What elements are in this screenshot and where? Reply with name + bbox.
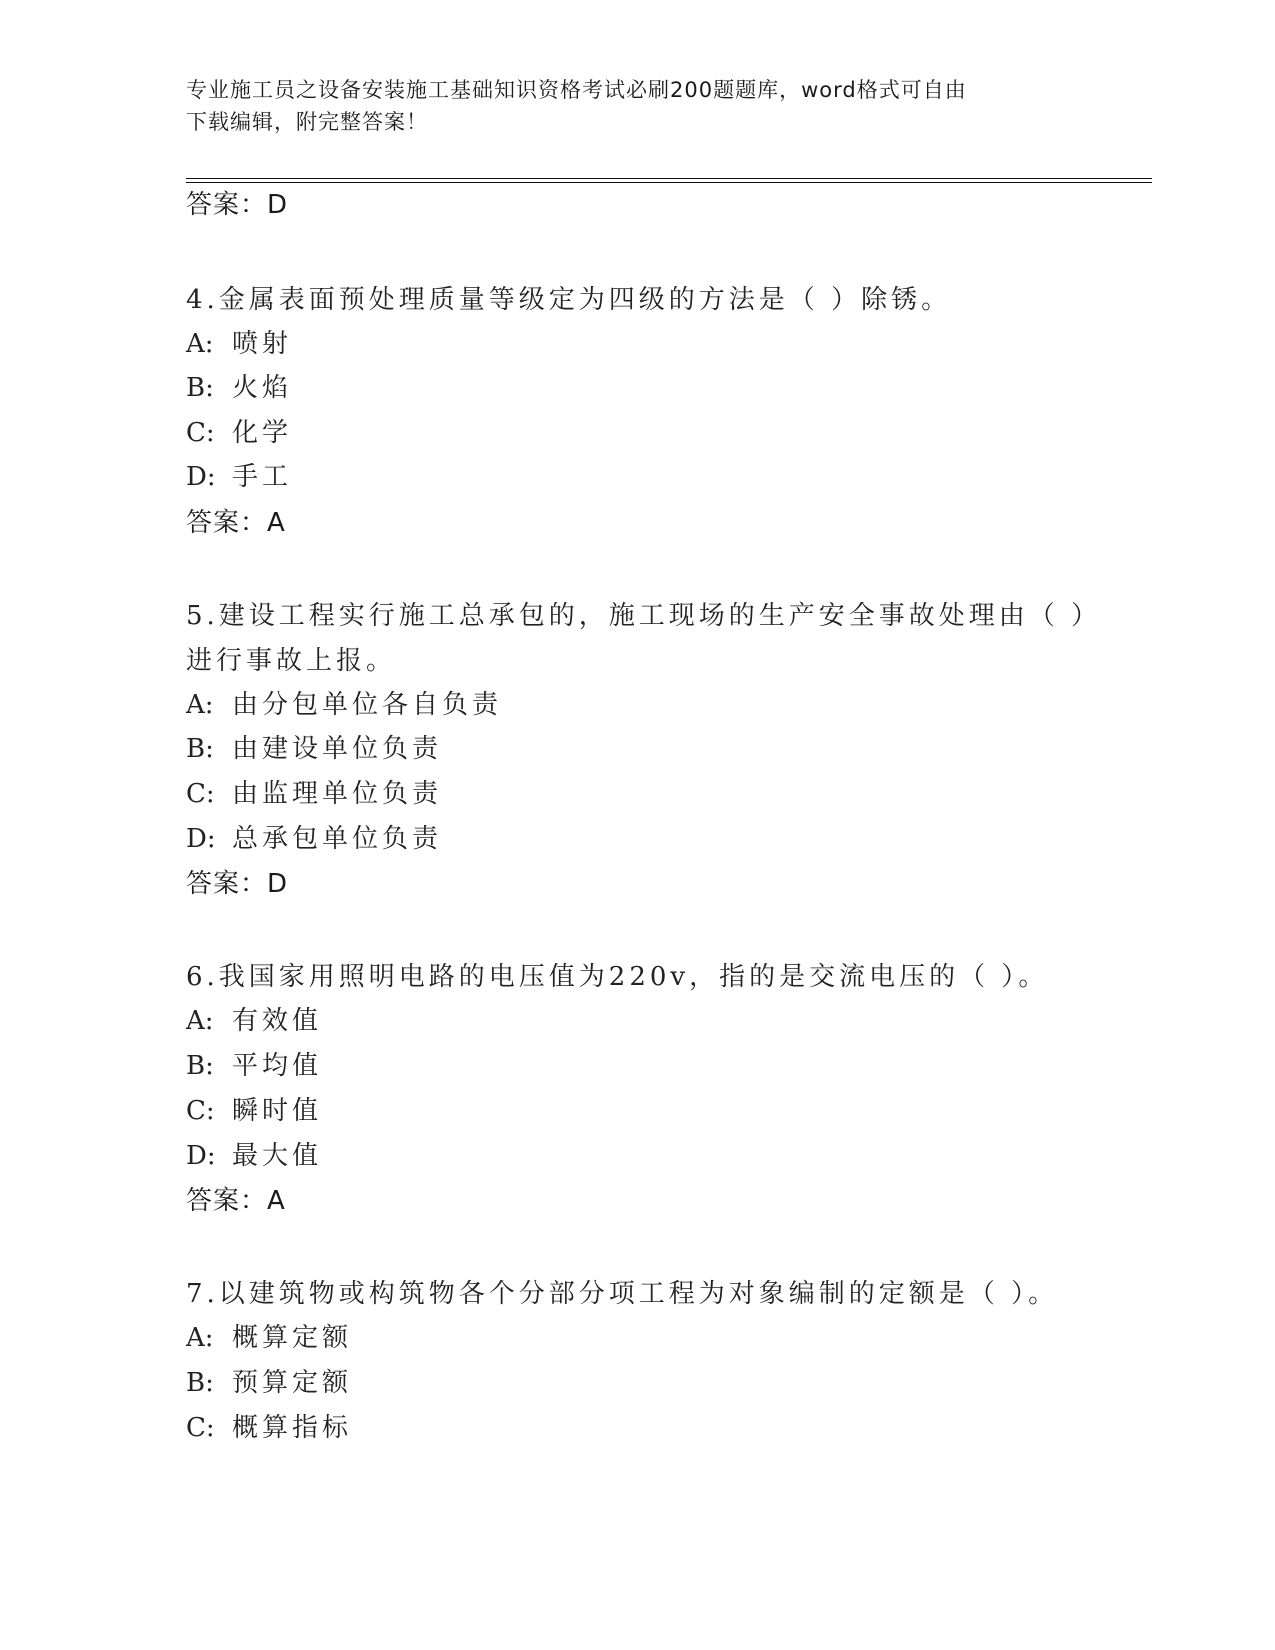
option-text: 喷射 bbox=[232, 329, 293, 359]
option-letter: A: bbox=[186, 690, 214, 720]
document-header bbox=[186, 74, 1086, 138]
question-6-option-a bbox=[186, 1005, 322, 1037]
question-5-stem-line-1: 5.建设工程实行施工总承包的，施工现场的生产安全事故处理由（ ） bbox=[186, 601, 1102, 631]
previous-answer: 答案：D bbox=[186, 190, 289, 220]
question-7-option-b bbox=[186, 1367, 352, 1399]
option-text: 瞬时值 bbox=[232, 1096, 323, 1126]
question-6-option-c bbox=[186, 1095, 322, 1127]
option-letter: D: bbox=[186, 1141, 216, 1171]
option-text: 火焰 bbox=[232, 373, 293, 403]
header-divider-bottom bbox=[186, 182, 1152, 183]
option-text: 由建设单位负责 bbox=[232, 734, 443, 764]
question-4-option-b bbox=[186, 372, 292, 404]
question-4-stem-line-1: 4.金属表面预处理质量等级定为四级的方法是（ ）除锈。 bbox=[186, 285, 952, 315]
option-text: 平均值 bbox=[232, 1051, 323, 1081]
question-6-stem-line-1: 6.我国家用照明电路的电压值为220v，指的是交流电压的（ ）。 bbox=[186, 962, 1049, 992]
option-letter: C: bbox=[186, 418, 215, 448]
option-letter: B: bbox=[186, 1368, 214, 1398]
question-5-answer: 答案：D bbox=[186, 869, 289, 899]
question-5-option-a bbox=[186, 689, 502, 721]
question-7-option-c bbox=[186, 1412, 352, 1444]
question-5-stem-line-2: 进行事故上报。 bbox=[186, 646, 397, 676]
option-letter: A: bbox=[186, 1323, 214, 1353]
option-letter: C: bbox=[186, 1413, 215, 1443]
option-letter: A: bbox=[186, 1006, 214, 1036]
option-letter: B: bbox=[186, 1051, 214, 1081]
option-text: 化学 bbox=[232, 418, 293, 448]
option-letter: C: bbox=[186, 779, 215, 809]
option-text: 总承包单位负责 bbox=[232, 824, 443, 854]
option-letter: D: bbox=[186, 824, 216, 854]
question-4-answer: 答案：A bbox=[186, 508, 286, 538]
option-letter: C: bbox=[186, 1096, 215, 1126]
option-letter: B: bbox=[186, 734, 214, 764]
option-letter: B: bbox=[186, 373, 214, 403]
question-5-option-c bbox=[186, 778, 442, 810]
option-letter: D: bbox=[186, 462, 216, 492]
question-7-stem-line-1: 7.以建筑物或构筑物各个分部分项工程为对象编制的定额是（ ）。 bbox=[186, 1279, 1059, 1309]
option-text: 由监理单位负责 bbox=[232, 779, 443, 809]
question-6-answer: 答案：A bbox=[186, 1186, 286, 1216]
question-5-option-b bbox=[186, 733, 442, 765]
question-4-option-c bbox=[186, 417, 292, 449]
question-4-option-a bbox=[186, 328, 292, 360]
question-5-option-d bbox=[186, 823, 442, 855]
question-4-option-d bbox=[186, 461, 292, 493]
option-text: 概算定额 bbox=[232, 1323, 353, 1353]
question-6-option-b bbox=[186, 1050, 322, 1082]
option-text: 最大值 bbox=[232, 1141, 323, 1171]
option-text: 有效值 bbox=[232, 1006, 323, 1036]
question-6-option-d bbox=[186, 1140, 322, 1172]
header-divider-top bbox=[186, 178, 1152, 179]
option-text: 概算指标 bbox=[232, 1413, 353, 1443]
question-7-option-a bbox=[186, 1322, 352, 1354]
header-line-2: 下载编辑，附完整答案！ bbox=[186, 110, 428, 134]
option-text: 手工 bbox=[232, 462, 293, 492]
option-letter: A: bbox=[186, 329, 214, 359]
option-text: 预算定额 bbox=[232, 1368, 353, 1398]
header-line-1: 专业施工员之设备安装施工基础知识资格考试必刷200题题库，word格式可自由 bbox=[186, 78, 967, 102]
option-text: 由分包单位各自负责 bbox=[232, 690, 503, 720]
